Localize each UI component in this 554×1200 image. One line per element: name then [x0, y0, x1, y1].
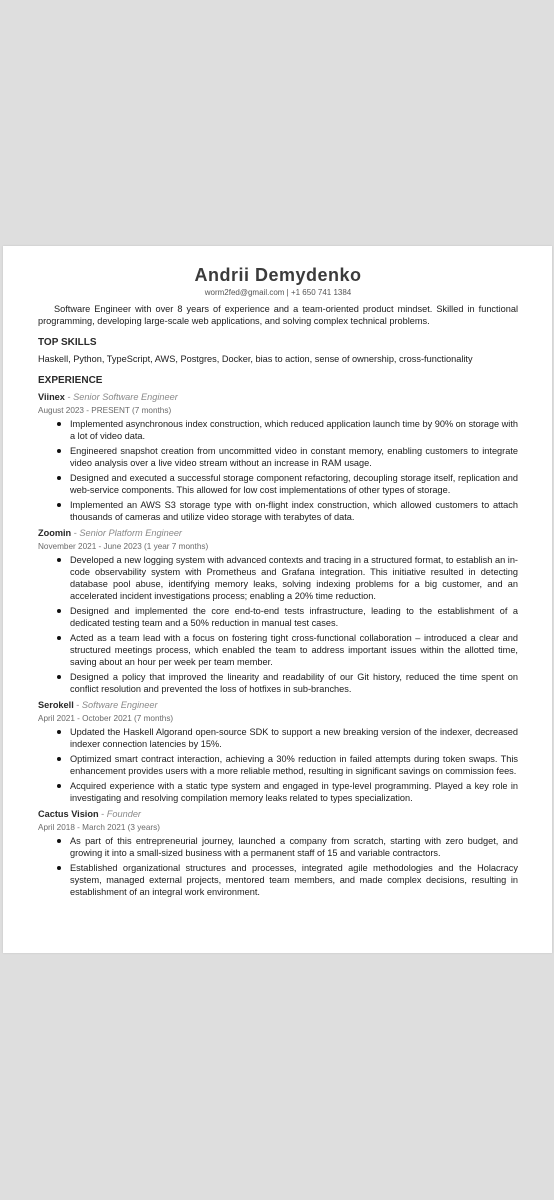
job-header	[38, 391, 518, 403]
job-role: Software Engineer	[81, 700, 158, 710]
job-bullet: Designed a policy that improved the linearity and readability of our Git history, reduced the time spent on conflict resolution and prevented the loss of hotfixes in sub-branches.	[70, 672, 518, 694]
job-header	[38, 808, 518, 820]
job-company: Viinex	[38, 392, 65, 402]
top-skills-heading: TOP SKILLS	[38, 337, 97, 348]
job-dates: April 2018 - March 2021 (3 years)	[38, 823, 160, 832]
job-role: Senior Software Engineer	[73, 392, 178, 402]
job-bullet-list	[38, 418, 518, 523]
job-header	[38, 699, 518, 711]
job-company: Cactus Vision	[38, 809, 99, 819]
job-bullet: Updated the Haskell Algorand open-source SDK to support a new breaking version of the indexer, decreased indexer connection latencies by 15%.	[70, 727, 518, 749]
job-company: Zoomin	[38, 528, 72, 538]
job-separator: -	[64, 392, 74, 402]
job-separator: -	[71, 528, 80, 538]
job-dates: August 2023 - PRESENT (7 months)	[38, 406, 172, 415]
job-dates: April 2021 - October 2021 (7 months)	[38, 714, 174, 723]
job-separator: -	[73, 700, 82, 710]
job-entry	[38, 699, 518, 804]
resume-name: Andrii Demydenko	[194, 265, 362, 285]
contact-line: worm2fed@gmail.com | +1 650 741 1384	[204, 288, 352, 297]
job-bullet: Designed and implemented the core end-to-end tests infrastructure, leading to the establishment of a dedicated testing team and a 50% reduction in manual test cases.	[70, 606, 518, 628]
job-bullet: Implemented an AWS S3 storage type with on-flight index construction, which allowed customers to attach thousands of cameras and utilize video storage with terabytes of data.	[70, 500, 518, 522]
summary-paragraph: Software Engineer with over 8 years of experience and a team-oriented product mindset. Skilled in functional programming, developing large-scale web applications, and solving complex technical problems.	[38, 304, 518, 326]
job-separator: -	[98, 809, 107, 819]
job-bullet: Implemented asynchronous index construction, which reduced application launch time by 90% on storage with a lot of video data.	[70, 419, 518, 441]
job-dates: November 2021 - June 2023 (1 year 7 months)	[38, 542, 209, 551]
job-bullet: Developed a new logging system with advanced contexts and tracing in a structured format, to establish an in-code observability system with Prometheus and Grafana integration. This initiative resulted in detecting database pool abuse, identifying memory leaks, solving indexing problems for a big customer, and an accelerated incident investigations process; enabling a 20% time reduction.	[70, 555, 518, 601]
job-bullet: Acquired experience with a static type system and engaged in type-level programming. Played a key role in investigating and resolving compilation memory leaks related to types specialization.	[70, 781, 518, 803]
resume-page	[3, 246, 552, 953]
job-bullet-list	[38, 835, 518, 898]
job-bullet: Optimized smart contract interaction, achieving a 30% reduction in failed attempts during token swaps. This enhancement provides users with a more reliable method, resulting in significant savings on commission fees.	[70, 754, 518, 776]
job-entry	[38, 391, 518, 523]
job-bullet: Established organizational structures and processes, integrated agile methodologies and the Holacracy system, managed external projects, mentored team members, and made complex decisions, resulting in establishment of an integral work environment.	[70, 863, 518, 897]
job-header	[38, 527, 518, 539]
job-role: Senior Platform Engineer	[79, 528, 182, 538]
job-entry	[38, 527, 518, 695]
experience-heading: EXPERIENCE	[38, 375, 103, 386]
job-bullet-list	[38, 554, 518, 695]
job-bullet: As part of this entrepreneurial journey, launched a company from scratch, starting with zero budget, and growing it into a small-sized business with a permanent staff of 15 and variable contractors.	[70, 836, 518, 858]
job-entry	[38, 808, 518, 898]
top-skills-list: Haskell, Python, TypeScript, AWS, Postgres, Docker, bias to action, sense of ownership, cross-functionality	[38, 354, 473, 364]
job-bullet: Designed and executed a successful storage component refactoring, decoupling storage itself, replication and web-service components. This allowed for low cost implementations of other types of storage.	[70, 473, 518, 495]
job-role: Founder	[106, 809, 141, 819]
job-bullet: Engineered snapshot creation from uncommitted video in constant memory, enabling customers to integrate video analysis over a live video stream without an increase in RAM usage.	[70, 446, 518, 468]
job-bullet-list	[38, 726, 518, 804]
job-company: Serokell	[38, 700, 74, 710]
job-bullet: Acted as a team lead with a focus on fostering tight cross-functional collaboration – introduced a clear and structured meetings process, which enabled the team to address important issues within the allotted time, saving about an hour per week per team member.	[70, 633, 518, 667]
